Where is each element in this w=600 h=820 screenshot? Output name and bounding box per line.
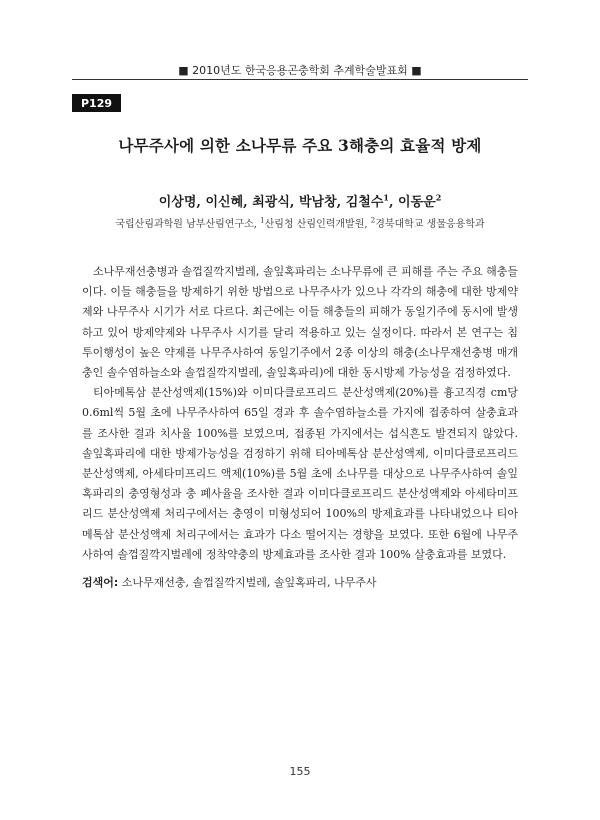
author-separator: , xyxy=(388,195,399,210)
author-separator: , xyxy=(336,195,346,210)
header-divider xyxy=(72,79,528,80)
keywords-value: 소나무재선충, 솔껍질깍지벌레, 솔잎혹파리, 나무주사 xyxy=(118,576,377,589)
author-separator: , xyxy=(289,195,299,210)
author-name: 이상명 xyxy=(158,195,197,210)
abstract-body xyxy=(82,262,518,565)
abstract-paragraph: 소나무재선충병과 솔껍질깍지벌레, 솔잎혹파리는 소나무류에 큰 피해를 주는 주요 해충들이다. 이들 해충들을 방제하기 위한 방법으로 나무주사가 있으나 각각의 해충에 대한 방제약제와 나무주사 시기가 서로 다르다. 최근에는 이들 해충들의 피해가 동일기주에 동시에 발생하고 있어 방제약제와 나무주사 시기를 달리 적용하고 있는 실정이다. 따라서 본 연구는 침투이행성이 높은 약제를 나무주사하여 동일기주에서 2종 이상의 해충(소나무재선충병 매개충인 솔수염하늘소와 솔껍질깍지벌레, 솔잎혹파리)에 대한 동시방제 가능성을 검정하였다. xyxy=(82,265,518,380)
paper-title: 나무주사에 의한 소나무류 주요 3해충의 효율적 방제 xyxy=(118,136,482,155)
author-separator: , xyxy=(196,195,206,210)
author-name: 최광식 xyxy=(252,195,290,210)
author-name: 이신혜 xyxy=(205,195,244,210)
affil-mark-2: 2 xyxy=(370,216,376,225)
page-number: 155 xyxy=(289,765,311,778)
keywords xyxy=(82,574,518,590)
affiliation-main: 국립산림과학원 남부산림연구소, xyxy=(115,219,261,230)
poster-id-badge: P129 xyxy=(72,94,121,112)
affiliations xyxy=(40,215,560,230)
author-separator: , xyxy=(243,195,253,210)
affiliation-1: 산림청 산림인력개발원, xyxy=(264,219,371,230)
abstract-paragraph: 티아메톡삼 분산성액제(15%)와 이미다클로프리드 분산성액제(20%)를 흉고직경 cm당 0.6ml씩 5월 초에 나무주사하여 65일 경과 후 솔수염하늘소를 가지에 접종하여 살충효과를 조사한 결과 치사율 100%를 보였으며, 접종된 가지에서는 섭식흔도 발견되지 않았다. 솔잎혹파리에 대한 방제가능성을 검정하기 위해 티아메톡삼 분산성액제, 이미다클로프리드 분산성액제, 아세타미프리드 액제(10%)를 5월 초에 소나무를 대상으로 나무주사하여 솔잎혹파리의 충영형성과 충 폐사율을 조사한 결과 이미다클로프리드 분산성액제와 아세타미프리드 분산성액제 처리구에서는 충영이 미형성되어 100%의 방제효과를 나타내었으나 티아메톡삼 분산성액제 처리구에서는 효과가 다소 떨어지는 경향을 보였다. 또한 6월에 나무주사하여 솔껍질깍지벌레에 정착약충의 방제효과를 조사한 결과 100% 살충효과를 보였다. xyxy=(82,386,518,561)
author-list xyxy=(40,191,560,210)
affil-mark-1: 1 xyxy=(260,216,265,225)
author-name: 박남창 xyxy=(298,195,337,210)
author-name: 김철수 xyxy=(345,195,384,210)
affiliation-2: 경북대학교 생물응용학과 xyxy=(375,219,485,230)
conference-header: ■ 2010년도 한국응용곤충학회 추계학술발표회 ■ xyxy=(178,64,422,77)
author-affil-mark: 2 xyxy=(435,192,442,203)
author-name: 이동운 xyxy=(398,195,436,210)
author-affil-mark: 1 xyxy=(383,192,389,203)
keywords-label: 검색어: xyxy=(82,576,119,589)
